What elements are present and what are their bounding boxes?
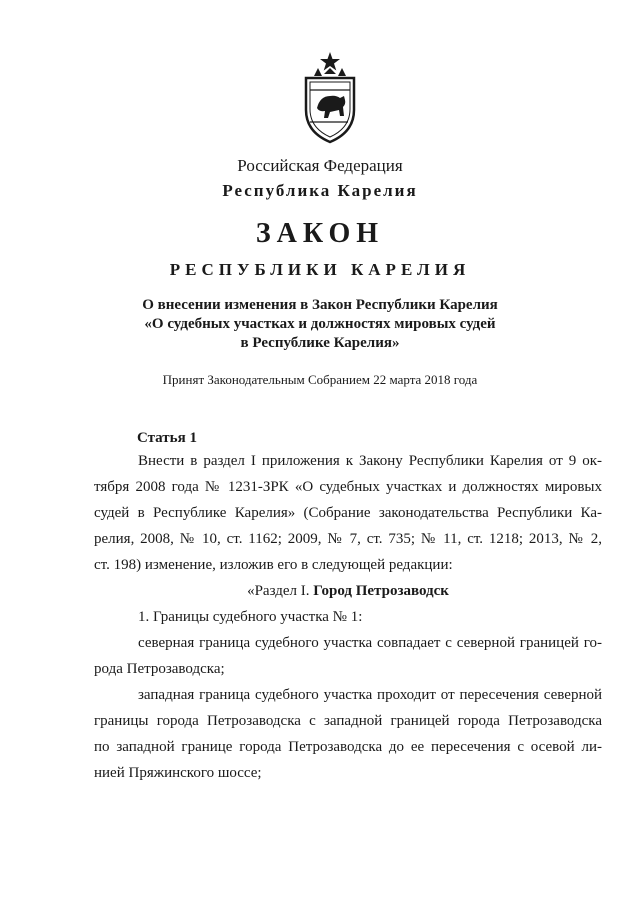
document-type-heading: ЗАКОН <box>255 218 385 249</box>
law-title-line: в Республике Карелия» <box>240 335 400 351</box>
section-prefix: «Раздел I. <box>247 583 314 599</box>
law-title-line: О внесении изменения в Закон Республики Карелия <box>142 297 498 313</box>
paragraph-line: ст. 198) изменение, изложив его в следующей редакции: <box>94 557 453 573</box>
karelia-coat-of-arms-emblem <box>300 52 360 144</box>
article-heading: Статья 1 <box>137 430 197 446</box>
paragraph-line: границы города Петрозаводска с западной границей города Петрозаводска <box>94 713 602 729</box>
paragraph-line: северная граница судебного участка совпадает с северной границей го- <box>138 635 602 651</box>
federation-heading: Российская Федерация <box>237 156 403 175</box>
paragraph-line: рода Петрозаводска; <box>94 661 225 677</box>
adoption-note: Принят Законодательным Собранием 22 марта 2018 года <box>162 372 478 387</box>
paragraph-line: судей в Республике Карелия» (Собрание законодательства Республики Ка- <box>94 505 602 521</box>
paragraph-line: релия, 2008, № 10, ст. 1162; 2009, № 7, ст. 735; № 11, ст. 1218; 2013, № 2, <box>94 531 602 547</box>
republic-heading: Республика Карелия <box>222 181 418 200</box>
article-body <box>94 448 602 786</box>
section-name: Город Петрозаводск <box>313 583 449 599</box>
issuer-heading: РЕСПУБЛИКИ КАРЕЛИЯ <box>169 260 471 279</box>
item-heading: 1. Границы судебного участка № 1: <box>138 609 363 625</box>
paragraph-line: западная граница судебного участка проходит от пересечения северной <box>138 687 602 703</box>
paragraph-line: Внести в раздел I приложения к Закону Республики Карелия от 9 ок- <box>138 453 602 469</box>
paragraph-line: по западной границе города Петрозаводска до ее пересечения с осевой ли- <box>94 739 602 755</box>
law-title-line: «О судебных участках и должностях мировых судей <box>144 316 496 332</box>
section-heading <box>94 578 602 604</box>
paragraph-line: нией Пряжинского шоссе; <box>94 765 262 781</box>
law-title <box>0 296 640 353</box>
paragraph-line: тября 2008 года № 1231-ЗРК «О судебных участках и должностях мировых <box>94 479 602 495</box>
